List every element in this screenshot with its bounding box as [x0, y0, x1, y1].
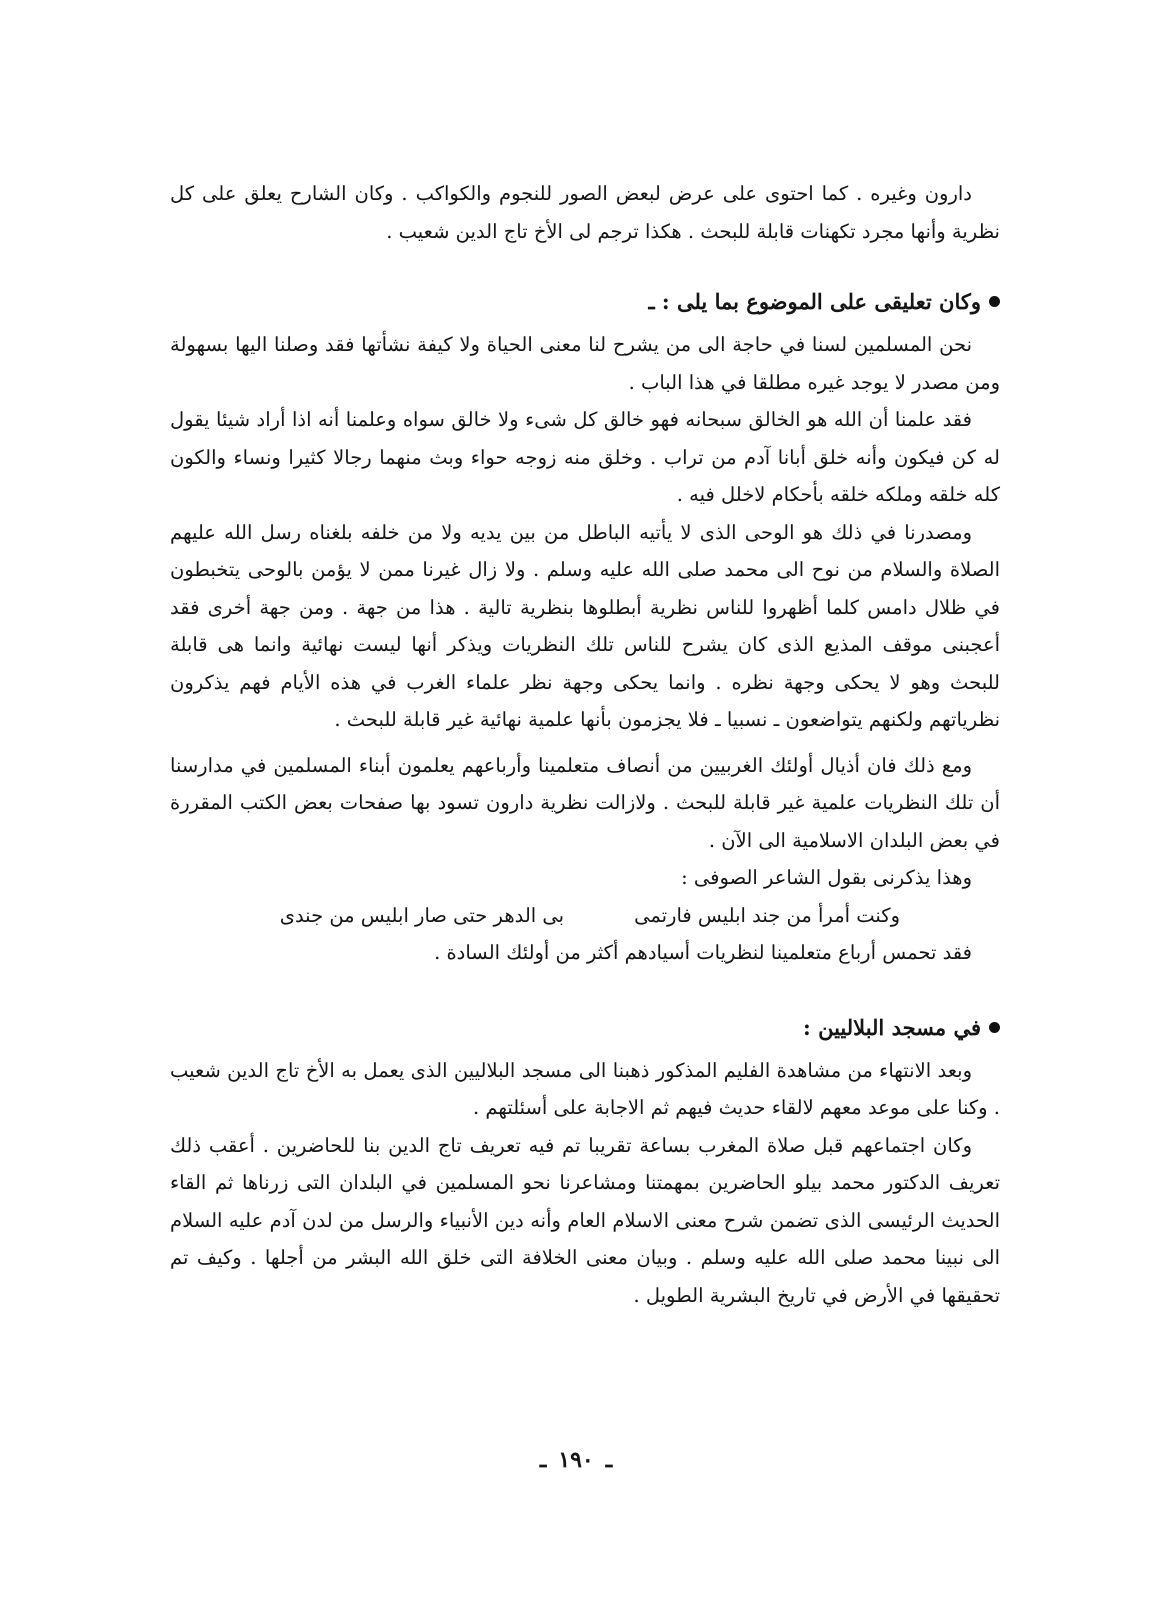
bullet-icon — [989, 296, 1000, 307]
paragraph: وهذا يذكرنى بقول الشاعر الصوفى : — [681, 866, 972, 889]
paragraph: فقد تحمس أرباع متعلمينا لنظريات أسيادهم أكثر من أولئك السادة . — [434, 941, 972, 964]
section-heading-mosque — [170, 1008, 1000, 1048]
poem-verse — [170, 897, 1000, 935]
paragraph: ومع ذلك فان أذيال أولئك الغربيين من أنصاف متعلمينا وأرباعهم يعلمون أبناء المسلمين في مدارسنا أن تلك النظريات علمية غير قابلة للبحث . ولازالت نظرية دارون تسود بها صفحات بعض الكتب المقررة في بعض البلدان الاسلامية الى الآن . — [170, 753, 1000, 852]
page-number-dash: ـ — [605, 1447, 613, 1473]
paragraph: ومصدرنا في ذلك هو الوحى الذى لا يأتيه الباطل من بين يديه ولا من خلفه بلغناه رسل الله عليهم الصلاة والسلام من نوح الى محمد صلى الله عليه وسلم . ولا زال غيرنا ممن لا يؤمن بالوحى يتخبطون في ظلال دامس كلما أظهروا للناس نظرية أبطلوها بنظرية تالية . هذا من جهة . ومن جهة أخرى فقد أعجبنى موقف المذيع الذى كان يشرح للناس تلك النظريات ويذكر أنها ليست نهائية وانما هى قابلة للبحث وهو لا يحكى وجهة نظره . وانما يحكى وجهة نظر علماء الغرب في هذه الأيام فهم يذكرون نظرياتهم ولكنهم يتواضعون ـ نسبيا ـ فلا يجزمون بأنها علمية نهائية غير قابلة للبحث . — [170, 520, 1000, 731]
section-mosque-body — [170, 1052, 1000, 1315]
verse-second-hemistich: بى الدهر حتى صار ابليس من جندى — [279, 903, 565, 927]
page-number — [0, 1447, 1152, 1473]
paragraph: نحن المسلمين لسنا في حاجة الى من يشرح لنا معنى الحياة ولا كيفة نشأتها فقد وصلنا اليها بسهولة ومن مصدر لا يوجد غيره مطلقا في هذا الباب . — [170, 333, 1000, 394]
paragraph: وبعد الانتهاء من مشاهدة الفليم المذكور ذهبنا الى مسجد البلاليين الذى يعمل به الأخ تاج الدين شعيب . وكنا على موعد معهم لالقاء حديث فيهم ثم الاجابة على أسئلتهم . — [170, 1058, 1000, 1119]
spacer — [170, 972, 1000, 1008]
section-heading-mosque-text: في مسجد البلاليين : — [803, 1014, 981, 1040]
intro-paragraph: دارون وغيره . كما احتوى على عرض لبعض الصور للنجوم والكواكب . وكان الشارح يعلق على كل نظرية وأنها مجرد تكهنات قابلة للبحث . هكذا ترجم لى الأخ تاج الدين شعيب . — [170, 182, 1000, 243]
spacer — [170, 250, 1000, 282]
page-number-value: ١٩٠ — [558, 1447, 594, 1473]
section-comment-body — [170, 326, 1000, 972]
document-page — [170, 175, 1000, 1475]
bullet-icon — [989, 1022, 1000, 1033]
verse-first-hemistich: وكنت أمرأ من جند ابليس فارتمى — [634, 903, 900, 927]
intro-block — [170, 175, 1000, 250]
page-number-dash: ـ — [539, 1447, 547, 1473]
section-heading-comment-text: وكان تعليقى على الموضوع بما يلى : ـ — [648, 289, 981, 314]
paragraph: وكان اجتماعهم قبل صلاة المغرب بساعة تقريبا تم فيه تعريف تاج الدين بنا للحاضرين . أعقب ذلك تعريف الدكتور محمد بيلو الحاضرين بمهمتنا ومشاعرنا نحو المسلمين في البلدان التى زرناها ثم القاء الحديث الرئيسى الذى تضمن شرح معنى الاسلام العام وأنه دين الأنبياء والرسل من لدن آدم عليه السلام الى نبينا محمد صلى الله عليه وسلم . وبيان معنى الخلافة التى خلق الله البشر من أجلها . وكيف تم تحقيقها في الأرض في تاريخ البشرية الطويل . — [170, 1133, 1000, 1307]
paragraph: فقد علمنا أن الله هو الخالق سبحانه فهو خالق كل شىء ولا خالق سواه وعلمنا أنه اذا أراد شيئا يقول له كن فيكون وأنه خلق أبانا آدم من تراب . وخلق منه زوجه حواء وبث منهما رجالا كثيرا ونساء والكون كله خلقه وملكه خلقه بأحكام لاخلل فيه . — [170, 408, 1000, 506]
section-heading-comment — [170, 282, 1000, 322]
